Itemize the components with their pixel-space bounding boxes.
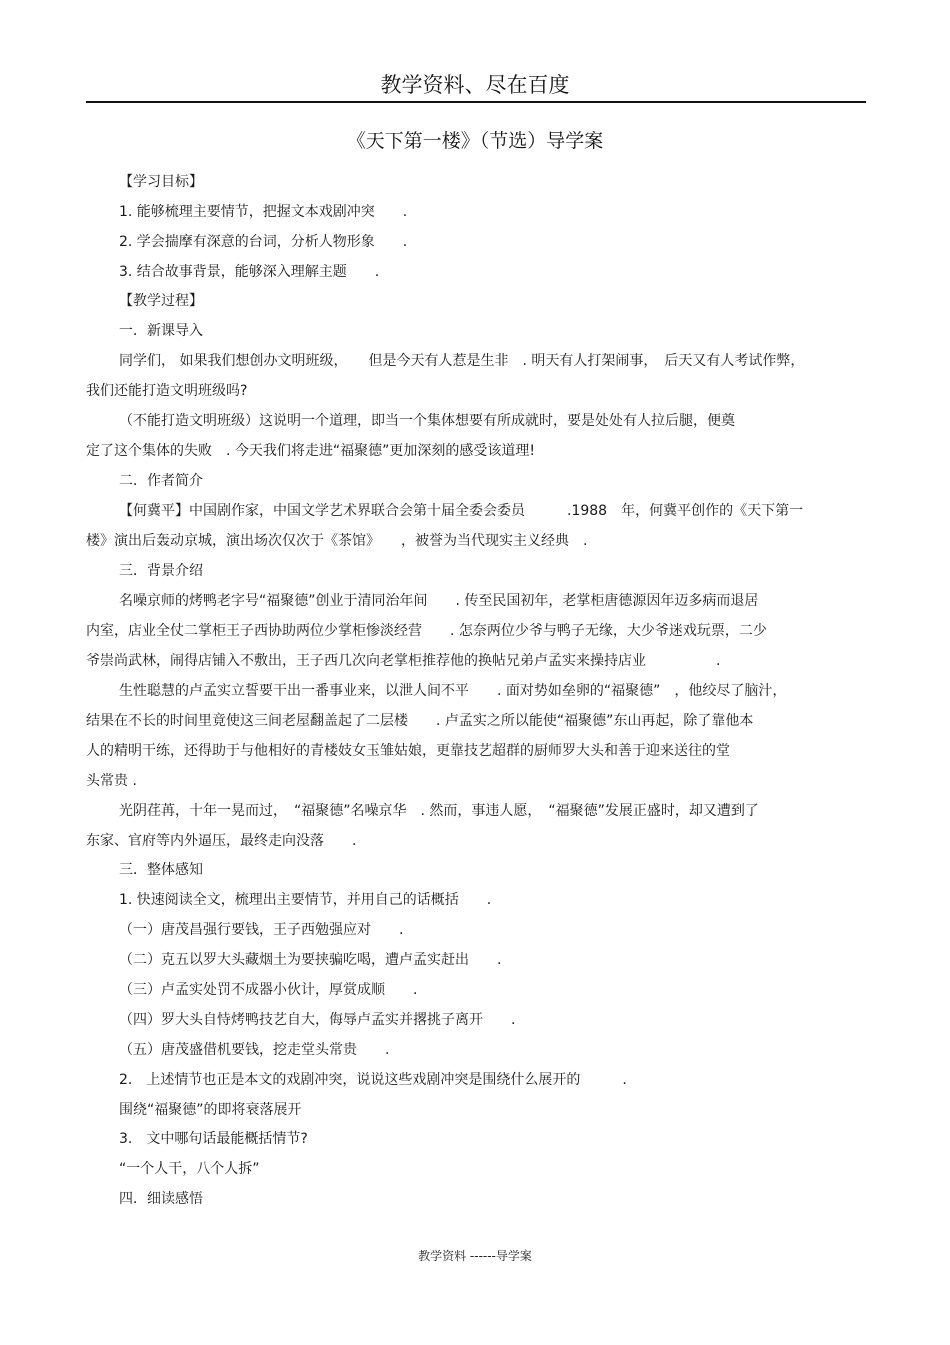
subheading-background: 三．背景介绍 (119, 563, 203, 579)
paragraph-line: 楼》演出后轰动京城，演出场次仅次于《茶馆》 ，被誉为当代现实主义经典 . (86, 533, 588, 549)
question-item: 3. 文中哪句话最能概括情节? (119, 1131, 308, 1147)
paragraph-line: 头常贵 . (86, 773, 137, 789)
section-heading-process: 【教学过程】 (119, 293, 203, 309)
paragraph-line: 结果在不长的时间里竟使这三间老屋翻盖起了二层楼 . 卢孟实之所以能使“福聚德”东山再起，除了靠他本 (86, 713, 754, 729)
paragraph-line: 内室，店业全仗二掌柜王子西协助两位少掌柜惨淡经营 . 怎奈两位少爷与鸭子无缘，大少爷迷戏玩票，二少 (86, 623, 767, 639)
paragraph-line: 生性聪慧的卢孟实立誓要干出一番事业来，以泄人间不平 . 面对势如垒卵的“福聚德” ，他绞尽了脑汁， (119, 683, 787, 699)
paragraph-line: 同学们， 如果我们想创办文明班级， 但是今天有人惹是生非 . 明天有人打架闹事， 后天又有人考试作弊， (119, 353, 805, 369)
plot-item: （三）卢孟实处罚不成器小伙计，厚赏成顺 . (119, 982, 418, 998)
objective-item: 1. 能够梳理主要情节，把握文本戏剧冲突 . (119, 204, 408, 220)
paragraph-line: 人的精明干练，还得助于与他相好的青楼妓女玉雏姑娘，更靠技艺超群的厨师罗大头和善于迎来送往的堂 (86, 743, 730, 759)
paragraph-line: （不能打造文明班级）这说明一个道理，即当一个集体想要有所成就时，要是处处有人拉后腿，便奠 (119, 413, 735, 429)
subheading-close-reading: 四．细读感悟 (119, 1191, 203, 1207)
subheading-intro: 一．新课导入 (119, 323, 203, 339)
subheading-overview: 三．整体感知 (119, 862, 203, 878)
page-footer: 教学资料 ------导学案 (418, 1249, 532, 1263)
paragraph-line: 定了这个集体的失败 . 今天我们将走进“福聚德”更加深刻的感受该道理! (86, 443, 536, 459)
page-header: 教学资料、尽在百度 (380, 73, 570, 97)
question-item: 1. 快速阅读全文，梳理出主要情节，并用自己的话概括 . (119, 892, 492, 908)
paragraph-line: 东家、官府等内外逼压，最终走向没落 . (86, 833, 357, 849)
objective-item: 2. 学会揣摩有深意的台词，分析人物形象 . (119, 234, 408, 250)
subheading-author: 二．作者简介 (119, 473, 203, 489)
answer-line: 围绕“福聚德”的即将衰落展开 (119, 1102, 302, 1118)
paragraph-line: 名噪京师的烤鸭老字号“福聚德”创业于清同治年间 . 传至民国初年，老掌柜唐德源因年迈多病而退居 (119, 593, 759, 609)
plot-item: （一）唐茂昌强行要钱，王子西勉强应对 . (119, 922, 404, 938)
paragraph-line: 【何冀平】中国剧作家，中国文学艺术界联合会第十届全委会委员 .1988 年，何冀平创作的《天下第一 (119, 503, 804, 519)
document-title: 《天下第一楼》（节选）导学案 (346, 130, 604, 152)
section-heading-objectives: 【学习目标】 (119, 174, 203, 190)
paragraph-line: 我们还能打造文明班级吗? (86, 383, 248, 399)
objective-item: 3. 结合故事背景，能够深入理解主题 . (119, 264, 380, 280)
plot-item: （四）罗大头自恃烤鸭技艺自大，侮辱卢孟实并撂挑子离开 . (119, 1012, 516, 1028)
paragraph-line: 爷崇尚武林，闹得店铺入不敷出，王子西几次向老掌柜推荐他的换帖兄弟卢孟实来操持店业 . (86, 653, 721, 669)
question-item: 2. 上述情节也正是本文的戏剧冲突，说说这些戏剧冲突是围绕什么展开的 . (119, 1072, 627, 1088)
paragraph-line: 光阴荏苒，十年一晃而过， “福聚德”名噪京华 . 然而，事违人愿， “福聚德”发展正盛时，却又遭到了 (119, 803, 759, 819)
plot-item: （五）唐茂盛借机要钱，挖走堂头常贵 . (119, 1042, 390, 1058)
plot-item: （二）克五以罗大头藏烟土为要挟骗吃喝，遭卢孟实赶出 . (119, 952, 502, 968)
answer-line: “一个人干，八个人拆” (119, 1161, 260, 1177)
